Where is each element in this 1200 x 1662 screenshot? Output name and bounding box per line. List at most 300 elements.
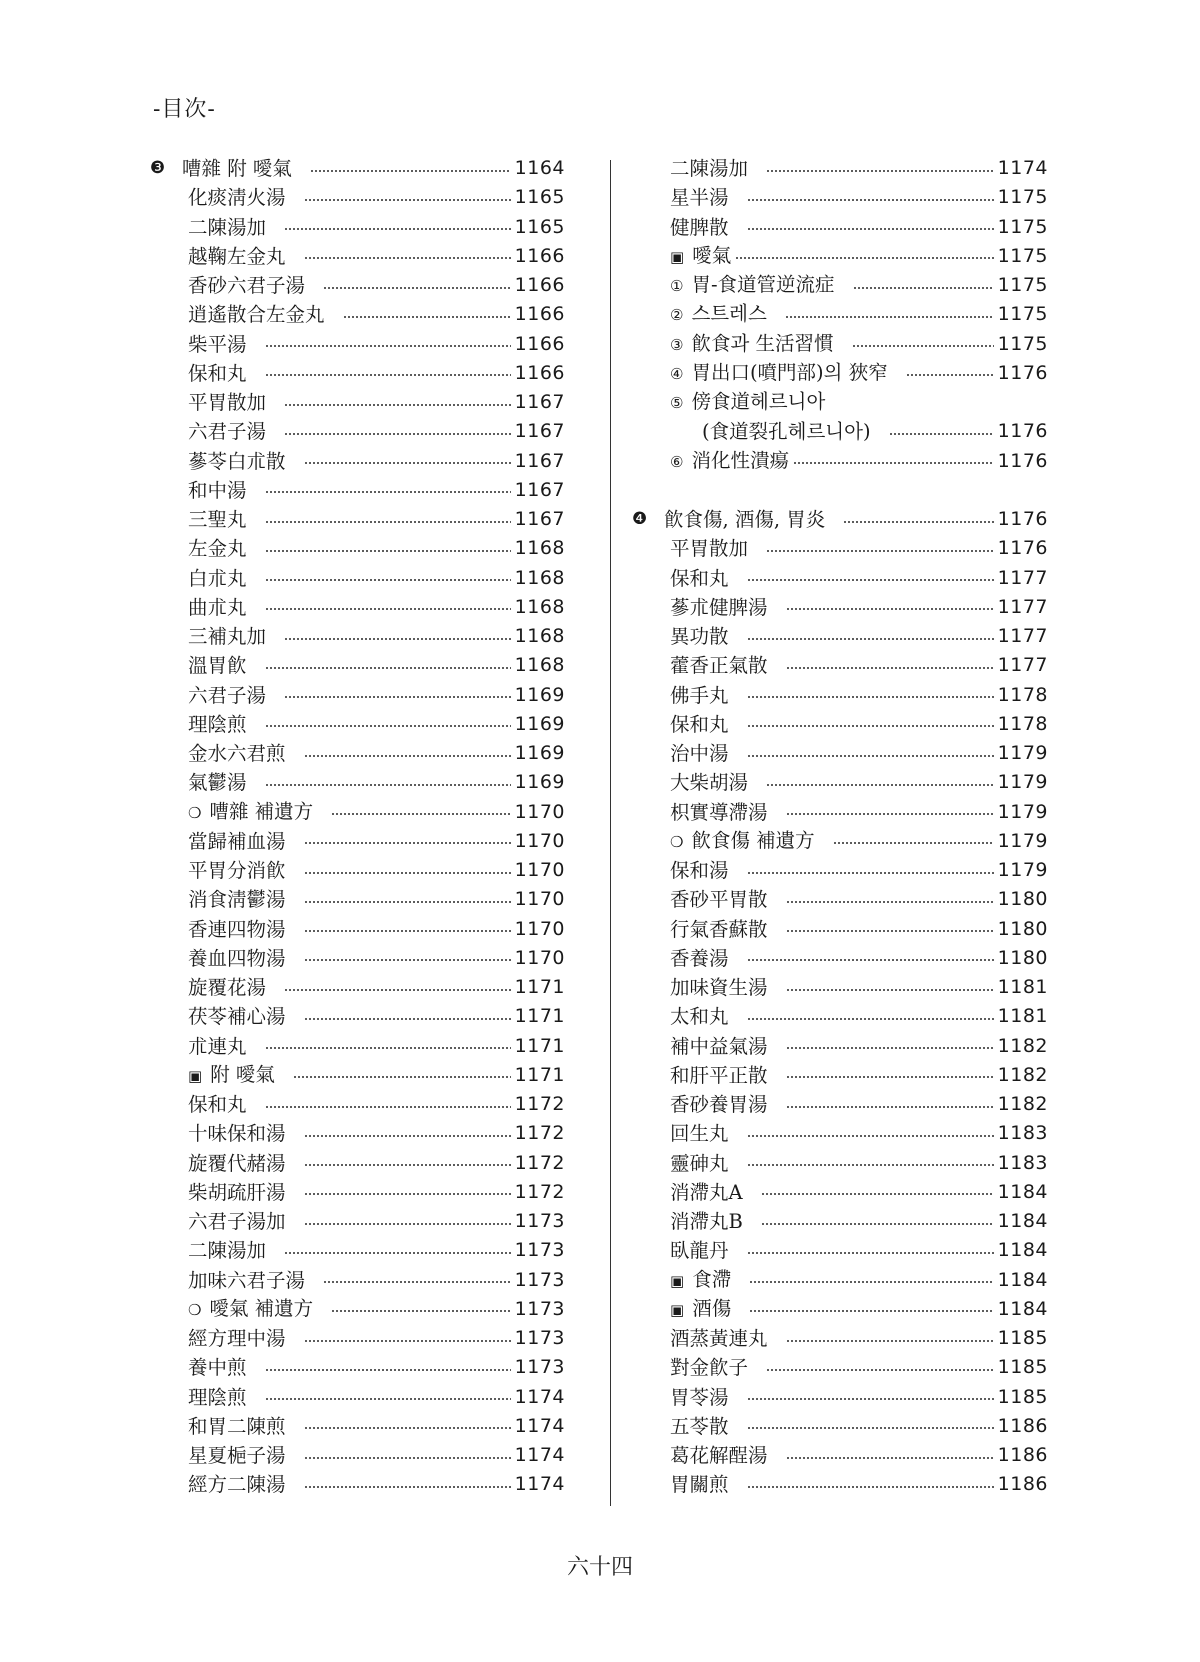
toc-page-number: 1172 — [514, 1122, 565, 1145]
toc-entry[interactable] — [150, 681, 565, 710]
dot-leader — [747, 1252, 994, 1254]
dot-leader — [284, 228, 511, 230]
toc-entry-label: 健脾散 — [670, 215, 729, 239]
toc-entry[interactable] — [632, 1061, 1048, 1090]
bullet-symbol: ❍ — [188, 803, 202, 822]
toc-entry-label: 金水六君煎 — [188, 742, 286, 765]
toc-entry[interactable] — [150, 242, 565, 271]
toc-column-right — [632, 154, 1048, 1500]
dot-leader — [304, 462, 511, 464]
dot-leader — [786, 1457, 994, 1459]
toc-entry[interactable] — [632, 505, 1048, 534]
dot-leader — [284, 696, 511, 698]
toc-entry-title — [670, 1412, 729, 1441]
toc-entry-label: 加味六君子湯 — [188, 1268, 306, 1292]
toc-entry-label: 蔘朮健脾湯 — [670, 595, 768, 619]
toc-entry-label: 飮食傷 補遺方 — [691, 828, 815, 852]
toc-page-number: 1177 — [997, 566, 1048, 589]
toc-entry[interactable] — [150, 1441, 565, 1470]
toc-entry-label: 胃關煎 — [670, 1473, 729, 1497]
bullet-symbol: ⑤ — [670, 394, 684, 412]
toc-entry-label: 十味保和湯 — [188, 1122, 286, 1146]
toc-entry-label: 香連四物湯 — [188, 917, 286, 941]
toc-entry[interactable] — [150, 1266, 565, 1295]
toc-entry-title — [670, 358, 888, 389]
dot-leader — [331, 1310, 510, 1312]
toc-entry-title — [670, 299, 767, 330]
toc-entry[interactable] — [632, 1236, 1048, 1265]
bullet-symbol: ④ — [670, 364, 684, 383]
toc-entry-label: 飮食과 生活習慣 — [691, 331, 834, 355]
toc-entry-label: 枳實導滯湯 — [670, 800, 768, 824]
toc-page-number: 1174 — [514, 1414, 565, 1437]
toc-entry-label: 補中益氣湯 — [670, 1034, 768, 1058]
toc-entry[interactable] — [632, 1470, 1048, 1499]
toc-entry[interactable] — [150, 827, 565, 856]
toc-entry-label: 柴平湯 — [188, 332, 247, 356]
toc-entry-label: 平胃散加 — [188, 391, 267, 414]
toc-entry[interactable] — [632, 564, 1048, 593]
toc-entry[interactable] — [150, 622, 565, 651]
toc-entry-label: 逍遙散合左金丸 — [188, 303, 325, 327]
toc-page-number: 1179 — [997, 859, 1048, 881]
toc-entry[interactable] — [632, 1207, 1048, 1236]
toc-page-number: 1183 — [997, 1122, 1048, 1145]
toc-page-number: 1184 — [997, 1210, 1048, 1232]
toc-entry-label: 異功散 — [670, 625, 729, 648]
toc-entry[interactable] — [150, 973, 565, 1002]
dot-leader — [265, 1369, 511, 1371]
toc-entry[interactable] — [150, 183, 565, 212]
toc-entry[interactable] — [632, 1295, 1048, 1324]
toc-entry-title — [670, 1324, 768, 1353]
dot-leader — [304, 1193, 511, 1195]
toc-page-number: 1183 — [997, 1151, 1048, 1174]
dot-leader — [304, 1018, 511, 1020]
toc-entry[interactable] — [150, 1002, 565, 1031]
toc-entry[interactable] — [150, 564, 565, 593]
toc-entry[interactable] — [632, 1178, 1048, 1207]
dot-leader — [265, 1398, 511, 1400]
toc-entry[interactable] — [150, 944, 565, 973]
toc-entry[interactable] — [632, 739, 1048, 768]
toc-entry[interactable] — [632, 1412, 1048, 1441]
toc-entry-title — [670, 1441, 768, 1470]
toc-entry-title — [670, 681, 729, 710]
toc-entry[interactable] — [632, 1090, 1048, 1119]
toc-page-number: 1166 — [514, 303, 565, 326]
toc-entry-title — [670, 710, 729, 739]
toc-entry[interactable] — [632, 1441, 1048, 1470]
dot-leader — [304, 1427, 511, 1429]
toc-entry-label: 行氣香蘇散 — [670, 917, 768, 941]
toc-entry[interactable] — [150, 1353, 565, 1382]
toc-page-number: 1172 — [514, 1151, 565, 1174]
dot-leader — [785, 316, 994, 318]
toc-entry[interactable] — [632, 710, 1048, 739]
toc-entry[interactable] — [632, 242, 1048, 271]
toc-entry-label: 嘈雜 附 噯氣 — [182, 157, 292, 180]
toc-entry[interactable] — [632, 213, 1048, 242]
toc-page-number: 1172 — [514, 1180, 565, 1203]
page-number-footer: 六十四 — [566, 1555, 633, 1580]
toc-entry-title — [670, 768, 748, 797]
toc-entry-label: 養血四物湯 — [188, 946, 286, 970]
toc-entry[interactable] — [150, 593, 565, 622]
toc-entry-label: 白朮丸 — [188, 566, 247, 590]
toc-entry-label: 藿香正氣散 — [670, 654, 768, 678]
dot-leader — [265, 345, 511, 347]
toc-entry[interactable] — [150, 534, 565, 563]
toc-entry-label: 二陳湯加 — [188, 215, 267, 239]
toc-entry-title — [670, 564, 729, 593]
toc-entry[interactable] — [632, 1266, 1048, 1295]
dot-leader — [304, 1135, 511, 1137]
dot-leader — [906, 374, 994, 376]
toc-entry-title — [188, 710, 247, 739]
toc-entry-label: 柴胡疏肝湯 — [188, 1180, 286, 1204]
dot-leader — [304, 872, 511, 874]
toc-entry-label: 保和丸 — [670, 712, 729, 736]
toc-entry[interactable] — [632, 183, 1048, 212]
toc-page-number: 1175 — [997, 332, 1048, 355]
toc-entry-label: 胃出口(噴門部)의 狹窄 — [691, 360, 888, 384]
toc-entry[interactable] — [150, 1470, 565, 1499]
toc-entry-label: 葛花解酲湯 — [670, 1444, 768, 1467]
toc-entry[interactable] — [632, 1383, 1048, 1412]
toc-entry[interactable] — [632, 681, 1048, 710]
toc-entry-label: 香養湯 — [670, 946, 729, 970]
toc-entry-label: 養中煎 — [188, 1356, 247, 1380]
toc-entry-label: 和肝平正散 — [670, 1063, 768, 1087]
toc-entry[interactable] — [632, 330, 1048, 359]
toc-entry[interactable] — [150, 915, 565, 944]
dot-leader — [304, 1340, 511, 1342]
toc-entry-label: 朮連丸 — [188, 1034, 247, 1058]
toc-entry[interactable] — [632, 1324, 1048, 1353]
toc-entry[interactable] — [150, 885, 565, 914]
toc-entry[interactable] — [150, 1032, 565, 1061]
toc-page-number: 1170 — [514, 800, 565, 823]
toc-entry-title — [670, 213, 729, 242]
dot-leader — [853, 287, 994, 289]
toc-page-number: 1168 — [514, 654, 565, 677]
toc-entry-title — [670, 183, 729, 212]
toc-entry-title — [670, 154, 748, 183]
toc-page-number: 1169 — [514, 712, 565, 735]
toc-page-number: 1185 — [997, 1356, 1048, 1379]
toc-entry-label: 和胃二陳煎 — [188, 1414, 286, 1438]
toc-entry[interactable] — [632, 447, 1048, 476]
toc-entry[interactable] — [150, 856, 565, 885]
toc-entry-label: 當歸補血湯 — [188, 829, 286, 853]
toc-entry[interactable] — [632, 827, 1048, 856]
toc-page-number: 1171 — [514, 1005, 565, 1028]
toc-entry-title — [188, 739, 286, 768]
dot-leader — [747, 1164, 994, 1166]
toc-entry[interactable] — [150, 476, 565, 505]
toc-page-number: 1185 — [997, 1385, 1048, 1408]
toc-entry[interactable] — [632, 388, 1048, 417]
toc-entry[interactable] — [632, 300, 1048, 329]
toc-entry-title — [188, 1090, 247, 1119]
dot-leader — [304, 959, 511, 961]
toc-entry-title — [670, 270, 835, 301]
toc-entry-title — [670, 1090, 768, 1119]
toc-entry[interactable] — [150, 1412, 565, 1441]
toc-entry-title — [188, 1178, 286, 1207]
dot-leader — [265, 550, 511, 552]
toc-entry-title — [670, 241, 731, 272]
toc-page-number: 1180 — [997, 888, 1048, 911]
toc-entry-title — [188, 1236, 266, 1265]
toc-entry[interactable] — [150, 768, 565, 797]
toc-entry[interactable] — [150, 1149, 565, 1178]
toc-entry[interactable] — [632, 154, 1048, 183]
toc-entry-label: 保和丸 — [188, 1093, 247, 1116]
toc-page-number: 1173 — [514, 1268, 565, 1291]
toc-entry-title — [670, 534, 748, 563]
toc-page-number: 1175 — [997, 303, 1048, 326]
dot-leader — [761, 1223, 994, 1225]
toc-entry-title — [670, 1470, 729, 1499]
toc-entry-label: 靈砷丸 — [670, 1151, 729, 1175]
toc-page-number: 1168 — [514, 537, 565, 560]
toc-entry[interactable] — [150, 330, 565, 359]
toc-entry-title — [670, 885, 768, 914]
toc-entry-title — [188, 915, 286, 944]
toc-entry-title — [670, 973, 768, 1002]
toc-entry-label: 平胃散加 — [670, 537, 749, 561]
toc-entry[interactable] — [150, 1207, 565, 1236]
toc-entry-title — [188, 1207, 286, 1236]
toc-entry-title — [670, 1149, 729, 1178]
toc-entry-label: 消滯丸A — [670, 1180, 743, 1204]
toc-entry-label: 茯苓補心湯 — [188, 1005, 286, 1029]
toc-entry[interactable] — [632, 885, 1048, 914]
toc-entry[interactable] — [632, 534, 1048, 563]
toc-entry-label: 食滯 — [692, 1267, 732, 1291]
toc-entry-label: 六君子湯 — [188, 420, 267, 444]
toc-entry-title — [670, 329, 834, 360]
toc-entry[interactable] — [632, 1032, 1048, 1061]
toc-entry[interactable] — [632, 271, 1048, 300]
toc-entry[interactable] — [150, 1383, 565, 1412]
toc-entry[interactable] — [150, 271, 565, 300]
dot-leader — [747, 696, 994, 698]
dot-leader — [889, 433, 994, 435]
toc-entry-label: 二陳湯加 — [670, 157, 749, 180]
toc-entry-label: 佛手丸 — [670, 683, 729, 707]
toc-entry-title — [188, 651, 247, 680]
toc-page-number: 1167 — [514, 449, 565, 472]
dot-leader — [786, 1047, 994, 1049]
toc-entry[interactable] — [632, 798, 1048, 827]
toc-entry[interactable] — [150, 739, 565, 768]
toc-entry[interactable] — [150, 1178, 565, 1207]
toc-entry[interactable] — [632, 1002, 1048, 1031]
dot-leader — [304, 1164, 511, 1166]
dot-leader — [747, 755, 994, 757]
toc-entry-title — [188, 1294, 313, 1325]
toc-page-number: 1184 — [997, 1239, 1048, 1262]
toc-entry-label: 曲朮丸 — [188, 595, 247, 619]
toc-entry[interactable] — [632, 651, 1048, 680]
toc-entry-label: 附 噯氣 — [210, 1062, 275, 1086]
toc-entry-label: 噯氣 補遺方 — [209, 1296, 314, 1320]
toc-entry-label: 香砂養胃湯 — [670, 1093, 768, 1116]
toc-entry[interactable] — [150, 417, 565, 446]
toc-entry[interactable] — [150, 447, 565, 476]
toc-entry[interactable] — [150, 1061, 565, 1090]
toc-entry-label: 和中湯 — [188, 478, 247, 502]
toc-column-left — [150, 154, 565, 1500]
toc-entry[interactable] — [632, 944, 1048, 973]
toc-entry-title — [188, 183, 286, 212]
toc-entry-title — [188, 505, 247, 534]
toc-entry-label: 消滯丸B — [670, 1210, 743, 1233]
dot-leader — [284, 404, 511, 406]
toc-entry-label: 酒蒸黃連丸 — [670, 1327, 768, 1350]
toc-page-number: 1172 — [514, 1093, 565, 1115]
toc-entry[interactable] — [632, 973, 1048, 1002]
toc-entry[interactable] — [632, 1119, 1048, 1148]
bullet-symbol: ▣ — [670, 247, 685, 266]
dot-leader — [833, 842, 994, 844]
dot-leader — [265, 725, 511, 727]
toc-entry[interactable] — [632, 1353, 1048, 1382]
toc-page-number: 1171 — [514, 976, 565, 998]
dot-leader — [265, 521, 511, 523]
toc-page-number: 1169 — [514, 742, 565, 764]
toc-entry-title — [188, 1383, 247, 1412]
toc-page-number: 1179 — [997, 742, 1048, 764]
toc-entry-title — [670, 387, 825, 418]
toc-page-number: 1175 — [997, 244, 1048, 267]
toc-entry[interactable] — [150, 213, 565, 242]
toc-entry-title — [670, 1265, 731, 1296]
toc-page-number: 1182 — [997, 1063, 1048, 1086]
toc-entry-label: 化痰淸火湯 — [188, 186, 286, 210]
toc-entry[interactable] — [150, 798, 565, 827]
toc-entry[interactable] — [150, 300, 565, 329]
toc-entry[interactable] — [632, 622, 1048, 651]
toc-entry-label: 經方二陳湯 — [188, 1473, 286, 1497]
toc-entry[interactable] — [150, 1090, 565, 1119]
dot-leader — [284, 989, 511, 991]
toc-entry[interactable] — [632, 417, 1048, 446]
toc-page-number: 1170 — [514, 946, 565, 969]
toc-entry[interactable] — [632, 359, 1048, 388]
toc-entry-label: 氣鬱湯 — [188, 771, 247, 795]
bullet-symbol: ③ — [670, 335, 684, 354]
toc-entry-title — [188, 1002, 286, 1031]
toc-entry-title — [188, 885, 286, 914]
toc-page-number: 1175 — [997, 274, 1048, 296]
dot-leader — [304, 901, 511, 903]
toc-page-number: 1174 — [514, 1473, 565, 1496]
toc-entry-label: 消食淸鬱湯 — [188, 888, 286, 912]
toc-entry[interactable] — [150, 1324, 565, 1353]
toc-spacer — [632, 476, 1048, 505]
dot-leader — [749, 1310, 993, 1312]
toc-entry[interactable] — [632, 768, 1048, 797]
dot-leader — [304, 930, 511, 932]
toc-entry[interactable] — [632, 593, 1048, 622]
bullet-symbol: ▣ — [670, 1300, 685, 1319]
toc-page-number: 1177 — [997, 595, 1048, 618]
dot-leader — [747, 1486, 994, 1488]
bullet-symbol: ② — [670, 306, 684, 325]
toc-page-number: 1165 — [514, 186, 565, 209]
toc-entry[interactable] — [632, 915, 1048, 944]
toc-entry[interactable] — [150, 388, 565, 417]
toc-page-number: 1171 — [514, 1034, 565, 1057]
toc-entry-title — [670, 446, 789, 477]
toc-entry-title — [188, 213, 266, 242]
toc-entry[interactable] — [150, 359, 565, 388]
toc-entry[interactable] — [632, 856, 1048, 885]
toc-entry-label: 治中湯 — [670, 742, 729, 765]
dot-leader — [766, 1369, 994, 1371]
toc-entry-title — [188, 768, 247, 797]
toc-entry-title — [188, 1324, 286, 1353]
toc-entry-title — [670, 856, 729, 885]
bullet-symbol: ⑥ — [670, 452, 684, 471]
toc-page-number: 1181 — [997, 1005, 1048, 1028]
dot-leader — [766, 784, 994, 786]
toc-entry[interactable] — [150, 1236, 565, 1265]
bullet-symbol: ① — [670, 277, 684, 295]
toc-entry-label: 保和丸 — [188, 361, 247, 385]
toc-entry-label: 三聖丸 — [188, 508, 247, 531]
toc-entry[interactable] — [150, 710, 565, 739]
dot-leader — [310, 170, 511, 172]
toc-page-number: 1182 — [997, 1034, 1048, 1057]
toc-page-number: 1164 — [514, 157, 565, 179]
toc-page-number: 1174 — [514, 1385, 565, 1408]
dot-leader — [786, 989, 994, 991]
toc-page-number: 1167 — [514, 391, 565, 413]
toc-entry[interactable] — [150, 1295, 565, 1324]
toc-entry-title — [670, 915, 768, 944]
toc-entry-title — [670, 1383, 729, 1412]
toc-entry[interactable] — [632, 1149, 1048, 1178]
dot-leader — [761, 1193, 994, 1195]
toc-entry-title — [188, 330, 247, 359]
toc-entry-title — [188, 534, 247, 563]
toc-entry[interactable] — [150, 154, 565, 183]
toc-entry-title — [670, 739, 729, 768]
toc-page-number: 1165 — [514, 215, 565, 238]
toc-entry[interactable] — [150, 505, 565, 534]
dot-leader — [323, 1281, 511, 1283]
toc-entry-title — [188, 242, 286, 271]
dot-leader — [265, 491, 511, 493]
dot-leader — [735, 257, 993, 259]
toc-entry[interactable] — [150, 651, 565, 680]
dot-leader — [284, 638, 511, 640]
dot-leader — [343, 316, 511, 318]
toc-page-number: 1181 — [997, 976, 1048, 998]
toc-entry[interactable] — [150, 1119, 565, 1148]
toc-entry-title — [188, 1119, 286, 1148]
toc-page-number: 1184 — [997, 1297, 1048, 1320]
toc-page-number: 1184 — [997, 1268, 1048, 1291]
toc-entry-title — [188, 564, 247, 593]
toc-page-number: 1168 — [514, 595, 565, 618]
toc-page-number: 1173 — [514, 1239, 565, 1262]
